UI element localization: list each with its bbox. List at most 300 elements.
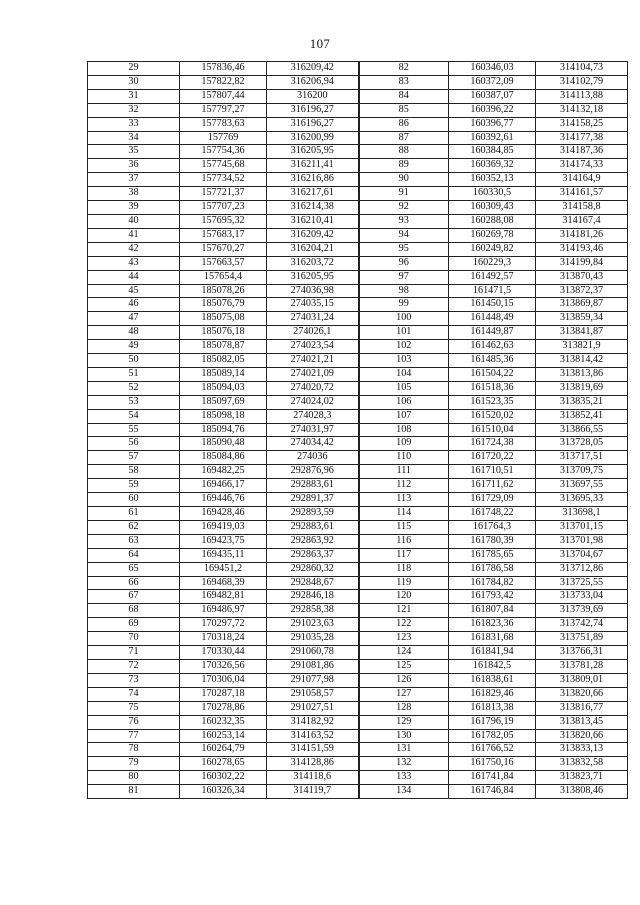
y-coordinate-cell: 314193,46 [536, 242, 628, 256]
x-coordinate-cell: 160396,22 [449, 103, 536, 117]
x-coordinate-cell: 161448,49 [449, 312, 536, 326]
point-number-cell: 36 [88, 159, 180, 173]
table-row [88, 354, 628, 368]
y-coordinate-cell: 313813,86 [536, 367, 628, 381]
table-row [88, 646, 628, 660]
y-coordinate-cell: 313697,55 [536, 479, 628, 493]
point-number-cell: 76 [88, 715, 180, 729]
y-coordinate-cell: 313733,04 [536, 590, 628, 604]
point-number-cell: 116 [359, 534, 449, 548]
point-number-cell: 94 [359, 228, 449, 242]
table-row [88, 632, 628, 646]
table-row [88, 548, 628, 562]
point-number-cell: 72 [88, 659, 180, 673]
x-coordinate-cell: 185094,03 [180, 381, 267, 395]
point-number-cell: 64 [88, 548, 180, 562]
table-row [88, 437, 628, 451]
point-number-cell: 133 [359, 771, 449, 785]
point-number-cell: 105 [359, 381, 449, 395]
y-coordinate-cell: 313701,98 [536, 534, 628, 548]
y-coordinate-cell: 314119,7 [267, 785, 359, 799]
x-coordinate-cell: 160309,43 [449, 201, 536, 215]
y-coordinate-cell: 313701,15 [536, 520, 628, 534]
y-coordinate-cell: 292876,96 [267, 465, 359, 479]
y-coordinate-cell: 316210,41 [267, 214, 359, 228]
point-number-cell: 106 [359, 395, 449, 409]
table-row [88, 62, 628, 76]
x-coordinate-cell: 160369,32 [449, 159, 536, 173]
y-coordinate-cell: 292846,18 [267, 590, 359, 604]
x-coordinate-cell: 157734,52 [180, 173, 267, 187]
x-coordinate-cell: 161510,04 [449, 423, 536, 437]
x-coordinate-cell: 160346,03 [449, 62, 536, 76]
table-row [88, 771, 628, 785]
y-coordinate-cell: 274035,15 [267, 298, 359, 312]
point-number-cell: 41 [88, 228, 180, 242]
x-coordinate-cell: 161504,22 [449, 367, 536, 381]
table-row [88, 298, 628, 312]
point-number-cell: 55 [88, 423, 180, 437]
y-coordinate-cell: 313841,87 [536, 326, 628, 340]
x-coordinate-cell: 161780,39 [449, 534, 536, 548]
x-coordinate-cell: 185075,08 [180, 312, 267, 326]
y-coordinate-cell: 316206,94 [267, 75, 359, 89]
point-number-cell: 115 [359, 520, 449, 534]
point-number-cell: 125 [359, 659, 449, 673]
point-number-cell: 131 [359, 743, 449, 757]
x-coordinate-cell: 161710,51 [449, 465, 536, 479]
table-row [88, 785, 628, 799]
y-coordinate-cell: 314187,36 [536, 145, 628, 159]
point-number-cell: 90 [359, 173, 449, 187]
coordinates-table [87, 61, 628, 799]
x-coordinate-cell: 161831,68 [449, 632, 536, 646]
y-coordinate-cell: 292858,38 [267, 604, 359, 618]
x-coordinate-cell: 161720,22 [449, 451, 536, 465]
x-coordinate-cell: 161786,58 [449, 562, 536, 576]
x-coordinate-cell: 185094,76 [180, 423, 267, 437]
x-coordinate-cell: 161485,36 [449, 354, 536, 368]
point-number-cell: 132 [359, 757, 449, 771]
table-row [88, 715, 628, 729]
point-number-cell: 67 [88, 590, 180, 604]
x-coordinate-cell: 185098,18 [180, 409, 267, 423]
point-number-cell: 40 [88, 214, 180, 228]
y-coordinate-cell: 314113,88 [536, 89, 628, 103]
table-row [88, 103, 628, 117]
y-coordinate-cell: 292863,92 [267, 534, 359, 548]
point-number-cell: 79 [88, 757, 180, 771]
x-coordinate-cell: 160253,14 [180, 729, 267, 743]
x-coordinate-cell: 170297,72 [180, 618, 267, 632]
point-number-cell: 92 [359, 201, 449, 215]
y-coordinate-cell: 313709,75 [536, 465, 628, 479]
table-row [88, 604, 628, 618]
point-number-cell: 112 [359, 479, 449, 493]
x-coordinate-cell: 185076,79 [180, 298, 267, 312]
y-coordinate-cell: 313821,9 [536, 340, 628, 354]
point-number-cell: 109 [359, 437, 449, 451]
x-coordinate-cell: 161518,36 [449, 381, 536, 395]
y-coordinate-cell: 292848,67 [267, 576, 359, 590]
point-number-cell: 89 [359, 159, 449, 173]
x-coordinate-cell: 169482,25 [180, 465, 267, 479]
point-number-cell: 113 [359, 493, 449, 507]
point-number-cell: 70 [88, 632, 180, 646]
x-coordinate-cell: 170278,86 [180, 701, 267, 715]
table-row [88, 89, 628, 103]
point-number-cell: 46 [88, 298, 180, 312]
y-coordinate-cell: 274024,02 [267, 395, 359, 409]
x-coordinate-cell: 161782,05 [449, 729, 536, 743]
y-coordinate-cell: 314181,26 [536, 228, 628, 242]
y-coordinate-cell: 292883,61 [267, 479, 359, 493]
y-coordinate-cell: 316196,27 [267, 117, 359, 131]
y-coordinate-cell: 313751,89 [536, 632, 628, 646]
x-coordinate-cell: 169419,03 [180, 520, 267, 534]
y-coordinate-cell: 292863,37 [267, 548, 359, 562]
point-number-cell: 110 [359, 451, 449, 465]
y-coordinate-cell: 313695,33 [536, 493, 628, 507]
y-coordinate-cell: 274031,97 [267, 423, 359, 437]
x-coordinate-cell: 161750,16 [449, 757, 536, 771]
point-number-cell: 99 [359, 298, 449, 312]
x-coordinate-cell: 157654,4 [180, 270, 267, 284]
y-coordinate-cell: 274031,24 [267, 312, 359, 326]
y-coordinate-cell: 316205,95 [267, 145, 359, 159]
x-coordinate-cell: 161449,87 [449, 326, 536, 340]
x-coordinate-cell: 161492,57 [449, 270, 536, 284]
point-number-cell: 48 [88, 326, 180, 340]
point-number-cell: 53 [88, 395, 180, 409]
point-number-cell: 103 [359, 354, 449, 368]
point-number-cell: 118 [359, 562, 449, 576]
point-number-cell: 80 [88, 771, 180, 785]
x-coordinate-cell: 185084,86 [180, 451, 267, 465]
y-coordinate-cell: 291027,51 [267, 701, 359, 715]
point-number-cell: 74 [88, 687, 180, 701]
point-number-cell: 87 [359, 131, 449, 145]
point-number-cell: 45 [88, 284, 180, 298]
y-coordinate-cell: 314167,4 [536, 214, 628, 228]
y-coordinate-cell: 313835,21 [536, 395, 628, 409]
y-coordinate-cell: 313725,55 [536, 576, 628, 590]
page-number: 107 [309, 36, 331, 51]
x-coordinate-cell: 160232,35 [180, 715, 267, 729]
point-number-cell: 97 [359, 270, 449, 284]
point-number-cell: 130 [359, 729, 449, 743]
point-number-cell: 62 [88, 520, 180, 534]
point-number-cell: 124 [359, 646, 449, 660]
y-coordinate-cell: 316205,95 [267, 270, 359, 284]
point-number-cell: 120 [359, 590, 449, 604]
y-coordinate-cell: 313819,69 [536, 381, 628, 395]
x-coordinate-cell: 161807,84 [449, 604, 536, 618]
point-number-cell: 119 [359, 576, 449, 590]
y-coordinate-cell: 313859,34 [536, 312, 628, 326]
x-coordinate-cell: 169435,11 [180, 548, 267, 562]
x-coordinate-cell: 157707,23 [180, 201, 267, 215]
table-row [88, 270, 628, 284]
x-coordinate-cell: 169466,17 [180, 479, 267, 493]
y-coordinate-cell: 314199,84 [536, 256, 628, 270]
table-row [88, 576, 628, 590]
x-coordinate-cell: 161764,3 [449, 520, 536, 534]
point-number-cell: 71 [88, 646, 180, 660]
table-row [88, 520, 628, 534]
x-coordinate-cell: 161741,84 [449, 771, 536, 785]
x-coordinate-cell: 160387,07 [449, 89, 536, 103]
point-number-cell: 95 [359, 242, 449, 256]
y-coordinate-cell: 313832,58 [536, 757, 628, 771]
point-number-cell: 77 [88, 729, 180, 743]
y-coordinate-cell: 314151,59 [267, 743, 359, 757]
y-coordinate-cell: 313739,69 [536, 604, 628, 618]
x-coordinate-cell: 170330,44 [180, 646, 267, 660]
table-row [88, 451, 628, 465]
x-coordinate-cell: 161724,38 [449, 437, 536, 451]
y-coordinate-cell: 291035,28 [267, 632, 359, 646]
x-coordinate-cell: 161838,61 [449, 673, 536, 687]
y-coordinate-cell: 292893,59 [267, 507, 359, 521]
table-row [88, 145, 628, 159]
table-row [88, 534, 628, 548]
point-number-cell: 104 [359, 367, 449, 381]
point-number-cell: 107 [359, 409, 449, 423]
y-coordinate-cell: 274023,54 [267, 340, 359, 354]
x-coordinate-cell: 160269,78 [449, 228, 536, 242]
y-coordinate-cell: 316209,42 [267, 228, 359, 242]
point-number-cell: 83 [359, 75, 449, 89]
point-number-cell: 123 [359, 632, 449, 646]
y-coordinate-cell: 314177,38 [536, 131, 628, 145]
y-coordinate-cell: 314182,92 [267, 715, 359, 729]
point-number-cell: 114 [359, 507, 449, 521]
point-number-cell: 51 [88, 367, 180, 381]
x-coordinate-cell: 157683,17 [180, 228, 267, 242]
table-row [88, 201, 628, 215]
x-coordinate-cell: 161829,46 [449, 687, 536, 701]
point-number-cell: 32 [88, 103, 180, 117]
x-coordinate-cell: 157670,27 [180, 242, 267, 256]
y-coordinate-cell: 291058,57 [267, 687, 359, 701]
x-coordinate-cell: 161784,82 [449, 576, 536, 590]
point-number-cell: 85 [359, 103, 449, 117]
point-number-cell: 100 [359, 312, 449, 326]
x-coordinate-cell: 170287,18 [180, 687, 267, 701]
x-coordinate-cell: 160330,5 [449, 187, 536, 201]
point-number-cell: 66 [88, 576, 180, 590]
y-coordinate-cell: 313781,28 [536, 659, 628, 673]
point-number-cell: 98 [359, 284, 449, 298]
point-number-cell: 39 [88, 201, 180, 215]
x-coordinate-cell: 161813,38 [449, 701, 536, 715]
x-coordinate-cell: 157807,44 [180, 89, 267, 103]
y-coordinate-cell: 313872,37 [536, 284, 628, 298]
x-coordinate-cell: 160302,22 [180, 771, 267, 785]
point-number-cell: 134 [359, 785, 449, 799]
point-number-cell: 37 [88, 173, 180, 187]
x-coordinate-cell: 185078,87 [180, 340, 267, 354]
x-coordinate-cell: 157754,36 [180, 145, 267, 159]
y-coordinate-cell: 314104,73 [536, 62, 628, 76]
x-coordinate-cell: 161462,63 [449, 340, 536, 354]
point-number-cell: 43 [88, 256, 180, 270]
x-coordinate-cell: 185097,69 [180, 395, 267, 409]
table-row [88, 590, 628, 604]
point-number-cell: 52 [88, 381, 180, 395]
point-number-cell: 56 [88, 437, 180, 451]
x-coordinate-cell: 161841,94 [449, 646, 536, 660]
table-row [88, 228, 628, 242]
y-coordinate-cell: 314158,25 [536, 117, 628, 131]
x-coordinate-cell: 169446,76 [180, 493, 267, 507]
x-coordinate-cell: 161823,36 [449, 618, 536, 632]
point-number-cell: 49 [88, 340, 180, 354]
x-coordinate-cell: 161450,15 [449, 298, 536, 312]
x-coordinate-cell: 170326,56 [180, 659, 267, 673]
x-coordinate-cell: 161842,5 [449, 659, 536, 673]
y-coordinate-cell: 274020,72 [267, 381, 359, 395]
x-coordinate-cell: 161711,62 [449, 479, 536, 493]
y-coordinate-cell: 313866,55 [536, 423, 628, 437]
point-number-cell: 30 [88, 75, 180, 89]
point-number-cell: 122 [359, 618, 449, 632]
point-number-cell: 81 [88, 785, 180, 799]
x-coordinate-cell: 161471,5 [449, 284, 536, 298]
y-coordinate-cell: 316200,99 [267, 131, 359, 145]
table-row [88, 409, 628, 423]
y-coordinate-cell: 313869,87 [536, 298, 628, 312]
y-coordinate-cell: 313712,86 [536, 562, 628, 576]
table-row [88, 173, 628, 187]
y-coordinate-cell: 274026,1 [267, 326, 359, 340]
point-number-cell: 35 [88, 145, 180, 159]
point-number-cell: 34 [88, 131, 180, 145]
x-coordinate-cell: 157797,27 [180, 103, 267, 117]
x-coordinate-cell: 170318,24 [180, 632, 267, 646]
y-coordinate-cell: 314102,79 [536, 75, 628, 89]
point-number-cell: 117 [359, 548, 449, 562]
table-row [88, 395, 628, 409]
y-coordinate-cell: 313814,42 [536, 354, 628, 368]
point-number-cell: 58 [88, 465, 180, 479]
point-number-cell: 54 [88, 409, 180, 423]
point-number-cell: 108 [359, 423, 449, 437]
table-row [88, 214, 628, 228]
point-number-cell: 47 [88, 312, 180, 326]
x-coordinate-cell: 160278,65 [180, 757, 267, 771]
point-number-cell: 84 [359, 89, 449, 103]
y-coordinate-cell: 316217,61 [267, 187, 359, 201]
x-coordinate-cell: 161729,09 [449, 493, 536, 507]
point-number-cell: 73 [88, 673, 180, 687]
table-row [88, 284, 628, 298]
point-number-cell: 59 [88, 479, 180, 493]
table-row [88, 673, 628, 687]
table-row [88, 381, 628, 395]
point-number-cell: 42 [88, 242, 180, 256]
x-coordinate-cell: 160392,61 [449, 131, 536, 145]
y-coordinate-cell: 313717,51 [536, 451, 628, 465]
y-coordinate-cell: 313820,66 [536, 729, 628, 743]
y-coordinate-cell: 274021,21 [267, 354, 359, 368]
y-coordinate-cell: 314128,86 [267, 757, 359, 771]
y-coordinate-cell: 313852,41 [536, 409, 628, 423]
point-number-cell: 91 [359, 187, 449, 201]
x-coordinate-cell: 185089,14 [180, 367, 267, 381]
table-row [88, 312, 628, 326]
y-coordinate-cell: 316216,86 [267, 173, 359, 187]
x-coordinate-cell: 161766,52 [449, 743, 536, 757]
point-number-cell: 102 [359, 340, 449, 354]
y-coordinate-cell: 291081,86 [267, 659, 359, 673]
y-coordinate-cell: 313728,05 [536, 437, 628, 451]
y-coordinate-cell: 314132,18 [536, 103, 628, 117]
table-row [88, 256, 628, 270]
point-number-cell: 57 [88, 451, 180, 465]
table-row [88, 117, 628, 131]
y-coordinate-cell: 314118,6 [267, 771, 359, 785]
y-coordinate-cell: 313833,13 [536, 743, 628, 757]
point-number-cell: 38 [88, 187, 180, 201]
x-coordinate-cell: 157663,57 [180, 256, 267, 270]
y-coordinate-cell: 313813,45 [536, 715, 628, 729]
y-coordinate-cell: 314161,57 [536, 187, 628, 201]
x-coordinate-cell: 169486,97 [180, 604, 267, 618]
x-coordinate-cell: 161746,84 [449, 785, 536, 799]
y-coordinate-cell: 291060,78 [267, 646, 359, 660]
table-row [88, 326, 628, 340]
x-coordinate-cell: 160249,82 [449, 242, 536, 256]
x-coordinate-cell: 169423,75 [180, 534, 267, 548]
x-coordinate-cell: 161785,65 [449, 548, 536, 562]
x-coordinate-cell: 161523,35 [449, 395, 536, 409]
y-coordinate-cell: 316203,72 [267, 256, 359, 270]
point-number-cell: 128 [359, 701, 449, 715]
y-coordinate-cell: 313742,74 [536, 618, 628, 632]
table-row [88, 131, 628, 145]
x-coordinate-cell: 160326,34 [180, 785, 267, 799]
x-coordinate-cell: 157822,82 [180, 75, 267, 89]
x-coordinate-cell: 160396,77 [449, 117, 536, 131]
y-coordinate-cell: 313808,46 [536, 785, 628, 799]
x-coordinate-cell: 185090,48 [180, 437, 267, 451]
y-coordinate-cell: 316209,42 [267, 62, 359, 76]
point-number-cell: 126 [359, 673, 449, 687]
y-coordinate-cell: 316214,38 [267, 201, 359, 215]
point-number-cell: 93 [359, 214, 449, 228]
x-coordinate-cell: 169482,81 [180, 590, 267, 604]
table-row [88, 729, 628, 743]
point-number-cell: 61 [88, 507, 180, 521]
table-row [88, 493, 628, 507]
point-number-cell: 121 [359, 604, 449, 618]
y-coordinate-cell: 313870,43 [536, 270, 628, 284]
point-number-cell: 31 [88, 89, 180, 103]
table-row [88, 507, 628, 521]
point-number-cell: 86 [359, 117, 449, 131]
point-number-cell: 29 [88, 62, 180, 76]
x-coordinate-cell: 185076,18 [180, 326, 267, 340]
table-row [88, 757, 628, 771]
x-coordinate-cell: 185082,05 [180, 354, 267, 368]
x-coordinate-cell: 161520,02 [449, 409, 536, 423]
table-row [88, 743, 628, 757]
y-coordinate-cell: 291077,98 [267, 673, 359, 687]
y-coordinate-cell: 313698,1 [536, 507, 628, 521]
x-coordinate-cell: 161748,22 [449, 507, 536, 521]
